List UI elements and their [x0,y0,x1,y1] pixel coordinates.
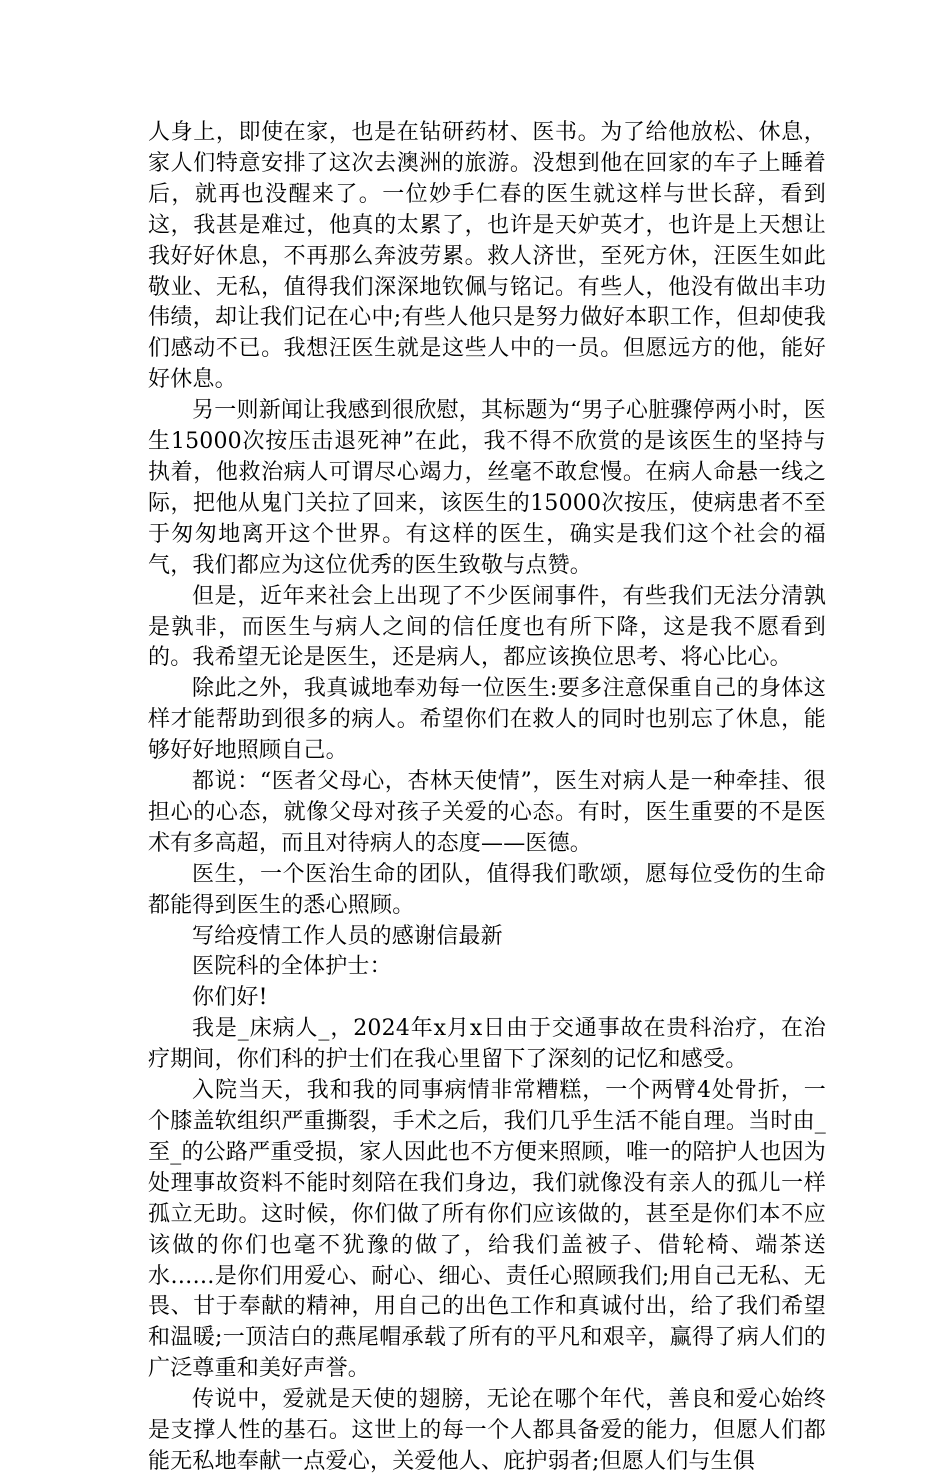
paragraph-praise: 医生，一个医治生命的团队，值得我们歌颂，愿每位受伤的生命都能得到医生的悉心照顾。 [148,861,826,918]
paragraph-admission: 入院当天，我和我的同事病情非常糟糕，一个两臂4处骨折，一个膝盖软组织严重撕裂，手术之后，我们几乎生活不能自理。当时由_至_的公路严重受损，家人因此也不方便来照顾，唯一的陪护人也因为处理事故资料不能时刻陪在我们身边，我们就像没有亲人的孤儿一样孤立无助。这时候，你们做了所有你们应该做的，甚至是你们本不应该做的你们也毫不犹豫的做了，给我们盖被子、借轮椅、端茶送水……是你们用爱心、耐心、细心、责任心照顾我们;用自己无私、无畏、甘于奉献的精神，用自己的出色工作和真诚付出，给了我们希望和温暖;一顶洁白的燕尾帽承载了所有的平凡和艰辛，赢得了病人们的广泛尊重和美好声誉。 [148,1078,826,1382]
paragraph-news-cpr: 另一则新闻让我感到很欣慰，其标题为“男子心脏骤停两小时，医生15000次按压击退死神”在此，我不得不欣赏的是该医生的坚持与执着，他救治病人可谓尽心竭力，丝毫不敢怠慢。在病人命悬一线之际，把他从鬼门关拉了回来，该医生的15000次按压，使病患者不至于匆匆地离开这个世界。有这样的医生，确实是我们这个社会的福气，我们都应为这位优秀的医生致敬与点赞。 [148,398,826,578]
paragraph-advice: 除此之外，我真诚地奉劝每一位医生:要多注意保重自己的身体这样才能帮助到很多的病人。希望你们在救人的同时也别忘了休息，能够好好地照顾自己。 [148,676,826,764]
letter-greeting: 你们好! [192,985,268,1011]
paragraph-introduction: 我是_床病人_，2024年x月x日由于交通事故在贵科治疗，在治疗期间，你们科的护士们在我心里留下了深刻的记忆和感受。 [148,1016,826,1073]
letter-salutation: 医院科的全体护士： [192,954,392,980]
paragraph-continuation: 人身上，即使在家，也是在钻研药材、医书。为了给他放松、休息，家人们特意安排了这次去澳洲的旅游。没想到他在回家的车子上睡着后，就再也没醒来了。一位妙手仁春的医生就这样与世长辞，看到这，我甚是难过，他真的太累了，也许是天妒英才，也许是上天想让我好好休息，不再那么奔波劳累。救人济世，至死方休，汪医生如此敬业、无私，值得我们深深地钦佩与铭记。有些人，他没有做出丰功伟绩，却让我们记在心中;有些人他只是努力做好本职工作，但却使我们感动不已。我想汪医生就是这些人中的一员。但愿远方的他，能好好休息。 [148,120,826,393]
document-body [148,118,826,1478]
paragraph-saying: 都说：“医者父母心，杏林天使情”，医生对病人是一种牵挂、很担心的心态，就像父母对孩子关爱的心态。有时，医生重要的不是医术有多高超，而且对待病人的态度——医德。 [148,769,826,856]
paragraph-medical-disputes: 但是，近年来社会上出现了不少医闹事件，有些我们无法分清孰是孰非，而医生与病人之间的信任度也有所下降，这是我不愿看到的。我希望无论是医生，还是病人，都应该换位思考、将心比心。 [148,583,826,671]
paragraph-legend: 传说中，爱就是天使的翅膀，无论在哪个年代，善良和爱心始终是支撑人性的基石。这世上的每一个人都具备爱的能力，但愿人们都能无私地奉献一点爱心，关爱他人、庇护弱者;但愿人们与生俱 [148,1387,826,1474]
letter-title: 写给疫情工作人员的感谢信最新 [192,923,503,949]
